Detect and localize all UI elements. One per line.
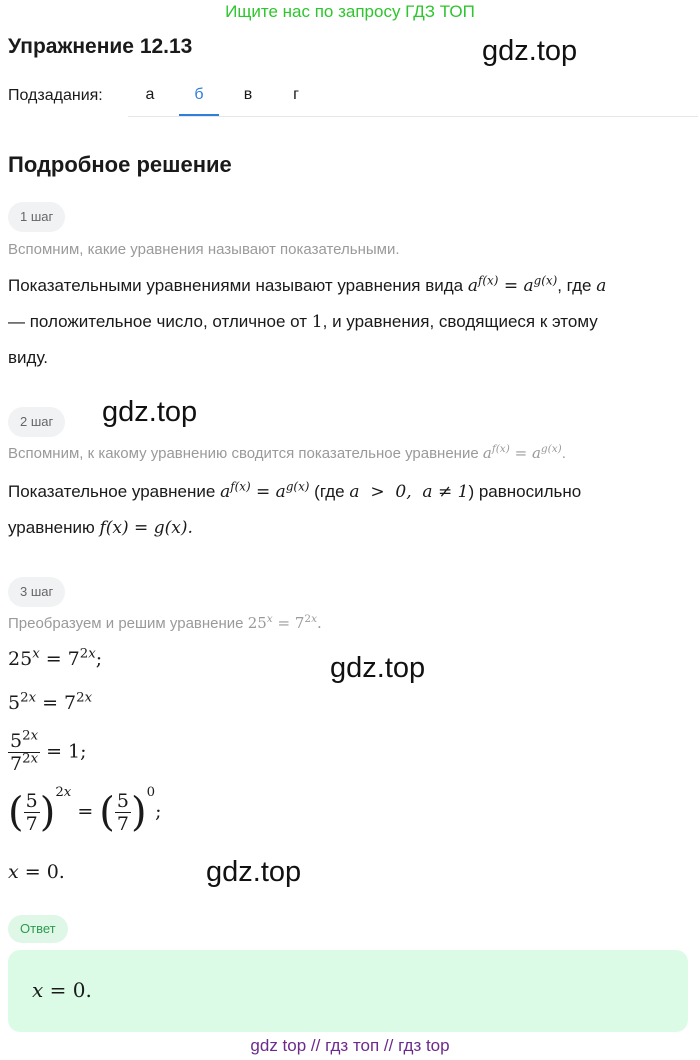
- tab-a[interactable]: а: [145, 86, 155, 103]
- step-3-hint-formula: $25^x = 7^{2x}$.: [247, 613, 322, 632]
- fraction: $\frac{5^{2x}}{7^{2x}}$: [10, 728, 39, 775]
- footer-links: gdz top // гдз топ // гдз top: [250, 1036, 450, 1055]
- step-2-text: [8, 474, 688, 546]
- equation-line-5: x = 0.: [8, 861, 65, 883]
- answer-box: [8, 950, 688, 1032]
- tab-b[interactable]: б: [179, 80, 219, 116]
- section-title: Подробное решение: [8, 152, 232, 177]
- step-2-hint: Вспомним, к какому уравнению сводится показательное уравнение $a^{f(x)} = a^{g(x)}$.: [8, 443, 566, 462]
- watermark: gdz.top: [206, 856, 302, 888]
- step-1-hint: Вспомним, какие уравнения называют показательными.: [8, 241, 400, 258]
- equation-line-3: $\frac{5^{2x}}{7^{2x}}$ = 1;: [10, 728, 87, 775]
- step-1-var-a: a: [596, 276, 607, 296]
- step-1-one: 1: [311, 312, 323, 332]
- step-2-text-c: ) равносильно: [468, 482, 582, 501]
- step-3-badge: 3 шаг: [8, 577, 65, 607]
- step-1-text-e: виду.: [8, 348, 48, 367]
- step-3-hint: [8, 614, 322, 632]
- step-2-result: f(x) = g(x).: [99, 518, 193, 538]
- step-1-text-c: — положительное число, отличное от: [8, 312, 308, 331]
- top-banner: Ищите нас по запросу ГДЗ ТОП: [225, 2, 475, 21]
- step-1-text-b: , где: [557, 276, 592, 295]
- answer-text: x = 0.: [32, 978, 92, 1002]
- step-1-text-a: Показательными уравнениями называют уравнения вида: [8, 276, 464, 295]
- tab-v[interactable]: в: [243, 86, 253, 103]
- equation-line-2: $5^{2x} = 7^{2x}$: [8, 690, 93, 714]
- step-2-text-b: (где: [314, 482, 345, 501]
- step-2-condition: a > 0, a ≠ 1: [349, 482, 469, 502]
- equation-line-4: ( $\frac{5}{7}$ )$^{2x}$ = ( $\frac{5}{7}$ )$^0$;: [8, 785, 162, 836]
- step-2-badge: 2 шаг: [8, 407, 65, 437]
- subtask-tabs: [128, 80, 698, 117]
- watermark: gdz.top: [102, 396, 198, 428]
- tab-g[interactable]: г: [293, 86, 299, 103]
- watermark: gdz.top: [482, 35, 578, 67]
- page-title: Упражнение 12.13: [8, 35, 193, 58]
- step-2-text-d: уравнению: [8, 518, 95, 537]
- step-2-formula: $a^{f(x)} = a^{g(x)}$: [220, 479, 310, 502]
- step-2-hint-formula: $a^{f(x)} = a^{g(x)}$: [482, 443, 562, 462]
- step-2-text-a: Показательное уравнение: [8, 482, 216, 501]
- answer-badge: Ответ: [8, 915, 68, 943]
- watermark: gdz.top: [330, 652, 426, 684]
- step-2-hint-text: Вспомним, к какому уравнению сводится показательное уравнение: [8, 445, 479, 462]
- step-1-text-d: , и уравнения, сводящиеся к этому: [322, 312, 598, 331]
- step-1-text: [8, 268, 688, 376]
- step-1-badge: 1 шаг: [8, 202, 65, 232]
- subtasks-label: Подзадания:: [8, 87, 103, 104]
- step-3-hint-text: Преобразуем и решим уравнение: [8, 615, 244, 632]
- equation-line-1: $25^x = 7^{2x}$;: [8, 646, 103, 670]
- step-1-formula: $a^{f(x)} = a^{g(x)}$: [467, 273, 558, 296]
